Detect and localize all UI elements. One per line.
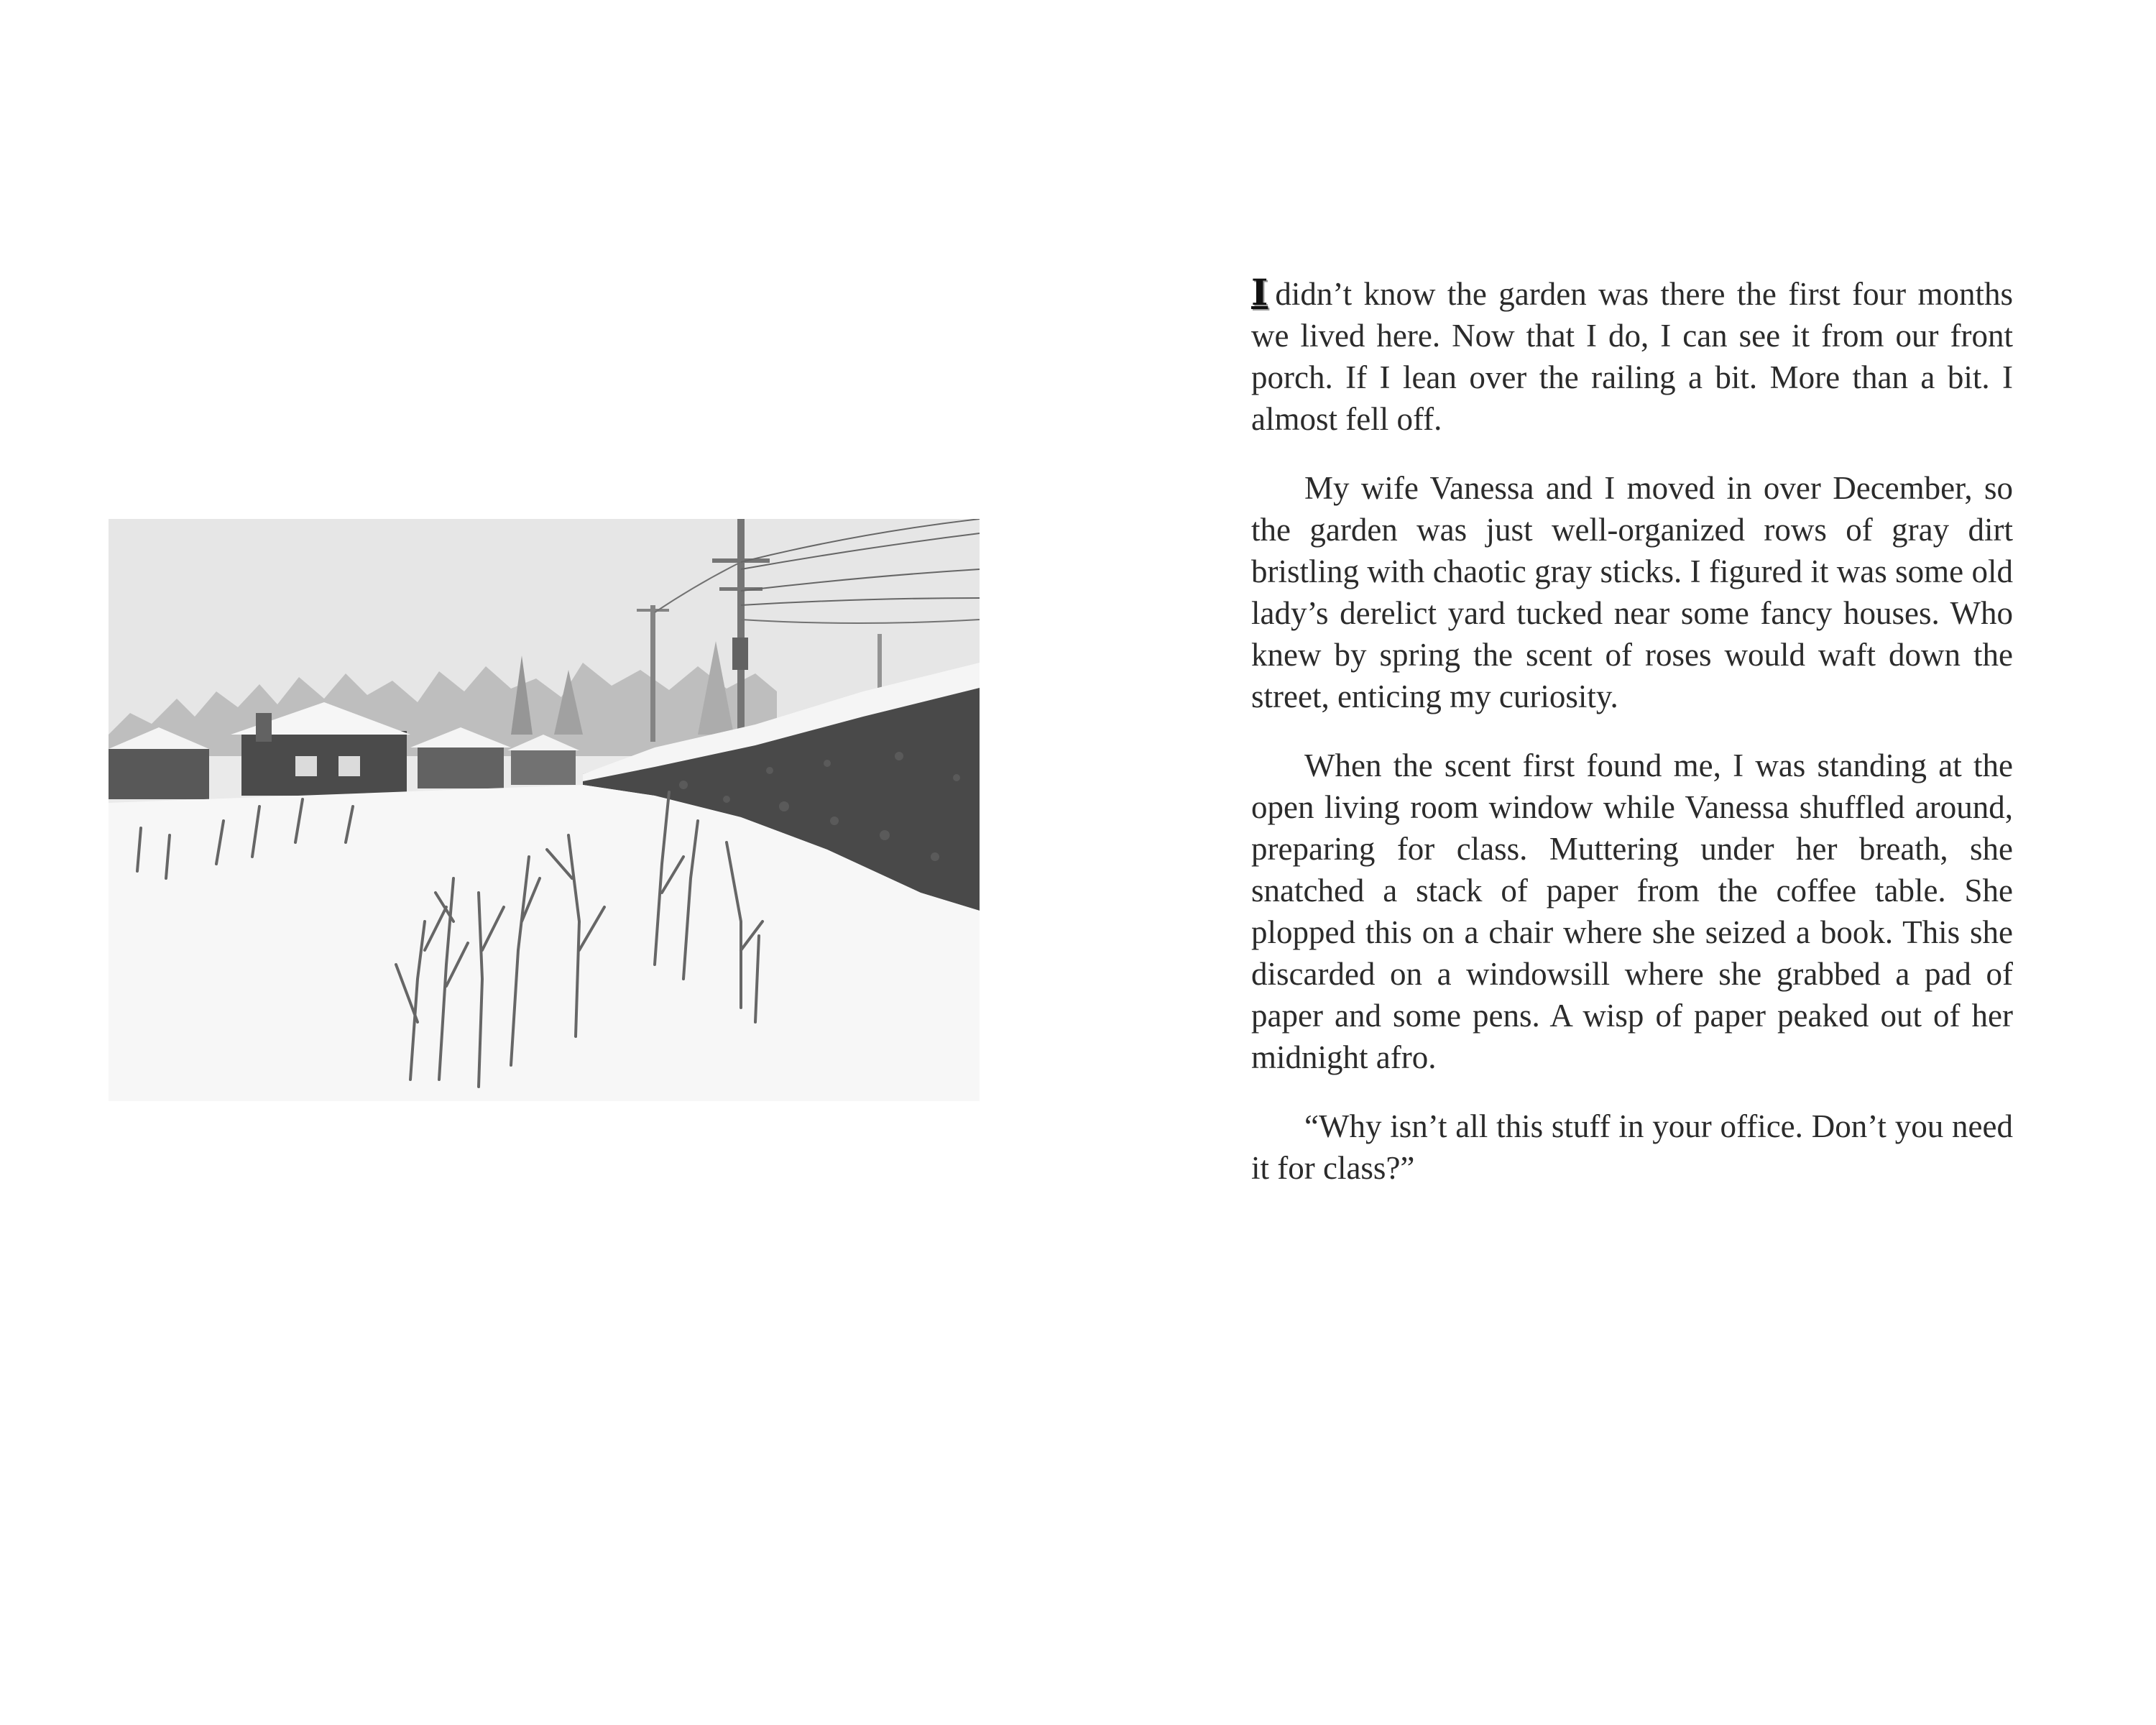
paragraph-1-text: didn’t know the garden was there the first four months we lived here. Now that I do, I can see it from our front porch. If I lean over the railing a bit. More than a bit. I almost fell off. bbox=[1251, 276, 2013, 437]
snowy-garden-image bbox=[109, 519, 980, 1101]
paragraph-1 bbox=[1251, 272, 2013, 440]
paragraph-2: My wife Vanessa and I moved in over December, so the garden was just well-organized rows of gray dirt bristling with chaotic gray sticks. I figured it was some old lady’s derelict yard tucked near some fancy houses. Who knew by spring the scent of roses would waft down the street, enticing my curiosity. bbox=[1251, 470, 2013, 714]
story-text bbox=[1251, 272, 2013, 1216]
paragraph-4: “Why isn’t all this stuff in your office. Don’t you need it for class?” bbox=[1251, 1108, 2013, 1186]
drop-initial: I bbox=[1251, 271, 1268, 313]
paragraph-3: When the scent first found me, I was standing at the open living room window while Vanessa shuffled around, preparing for class. Muttering under her breath, she snatched a stack of paper from the coffee table. She plopped this on a chair where she seized a book. This she discarded on a windowsill where she grabbed a pad of paper and some pens. A wisp of paper peaked out of her midnight afro. bbox=[1251, 748, 2013, 1075]
snowy-garden-photo bbox=[109, 519, 980, 1101]
